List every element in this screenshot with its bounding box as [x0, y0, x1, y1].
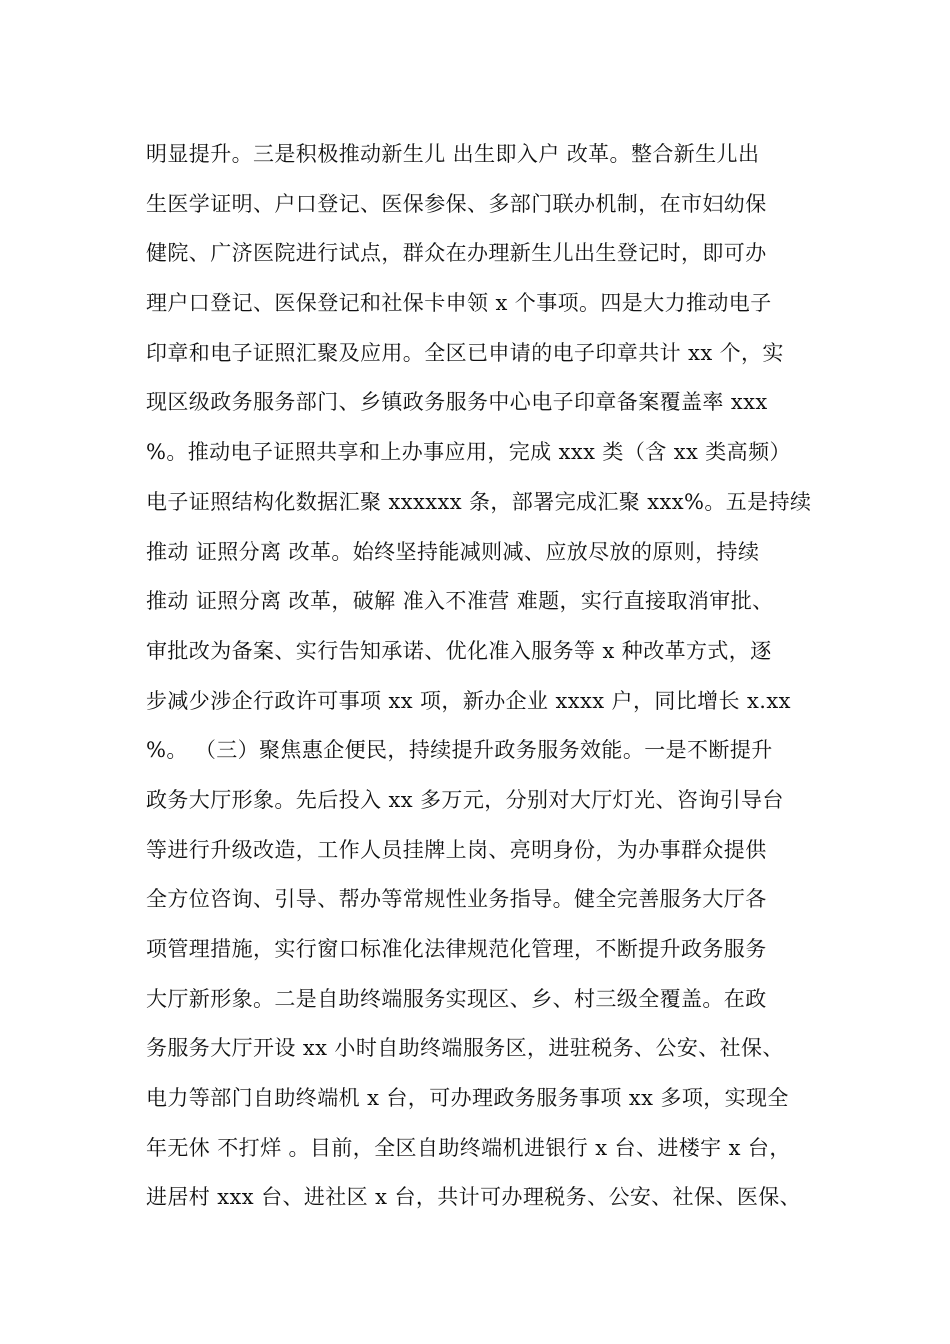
text-line: 大厅新形象。二是自助终端服务实现区、乡、村三级全覆盖。在政	[146, 986, 767, 1011]
text-line: 健院、广济医院进行试点，群众在办理新生儿出生登记时，即可办	[146, 241, 767, 266]
text-line: 推动 证照分离 改革，破解 准入不准营 难题，实行直接取消审批、	[146, 589, 774, 614]
text-line: 印章和电子证照汇聚及应用。全区已申请的电子印章共计 xx 个，实	[146, 340, 784, 365]
text-line: %。 （三）聚焦惠企便民，持续提升政务服务效能。一是不断提升	[146, 738, 773, 763]
text-line: 进居村 xxx 台、进社区 x 台，共计可办理税务、公安、社保、医保、	[146, 1185, 802, 1210]
text-line: 步减少涉企行政许可事项 xx 项，新办企业 xxxx 户，同比增长 x.xx	[146, 688, 791, 713]
text-line: 审批改为备案、实行告知承诺、优化准入服务等 x 种改革方式，逐	[146, 638, 772, 663]
text-line: 电力等部门自助终端机 x 台，可办理政务服务事项 xx 多项，实现全	[146, 1086, 789, 1111]
text-line: 生医学证明、户口登记、医保参保、多部门联办机制，在市妇幼保	[146, 191, 767, 216]
body-text	[146, 130, 846, 1223]
text-line: 理户口登记、医保登记和社保卡申领 x 个事项。四是大力推动电子	[146, 291, 772, 316]
text-line: 现区级政务服务部门、乡镇政务服务中心电子印章备案覆盖率 xxx	[146, 390, 768, 415]
text-line: 务服务大厅开设 xx 小时自助终端服务区，进驻税务、公安、社保、	[146, 1036, 784, 1061]
text-line: 年无休 不打烊 。目前，全区自助终端机进银行 x 台、进楼宇 x 台，	[146, 1135, 791, 1160]
text-line: 项管理措施，实行窗口标准化法律规范化管理，不断提升政务服务	[146, 937, 767, 961]
text-line: 全方位咨询、引导、帮办等常规性业务指导。健全完善服务大厅各	[146, 887, 767, 912]
text-line: %。推动电子证照共享和上办事应用，完成 xxx 类（含 xx 类高频）	[146, 440, 791, 465]
text-line: 等进行升级改造，工作人员挂牌上岗、亮明身份，为办事群众提供	[146, 837, 767, 862]
text-line: 推动 证照分离 改革。始终坚持能减则减、应放尽放的原则，持续	[146, 539, 760, 564]
text-line: 政务大厅形象。先后投入 xx 多万元，分别对大厅灯光、咨询引导台	[146, 787, 784, 812]
text-line: 明显提升。三是积极推动新生儿 出生即入户 改革。整合新生儿出	[146, 142, 760, 166]
text-line: 电子证照结构化数据汇聚 xxxxxx 条，部署完成汇聚 xxx%。五是持续	[146, 489, 812, 514]
